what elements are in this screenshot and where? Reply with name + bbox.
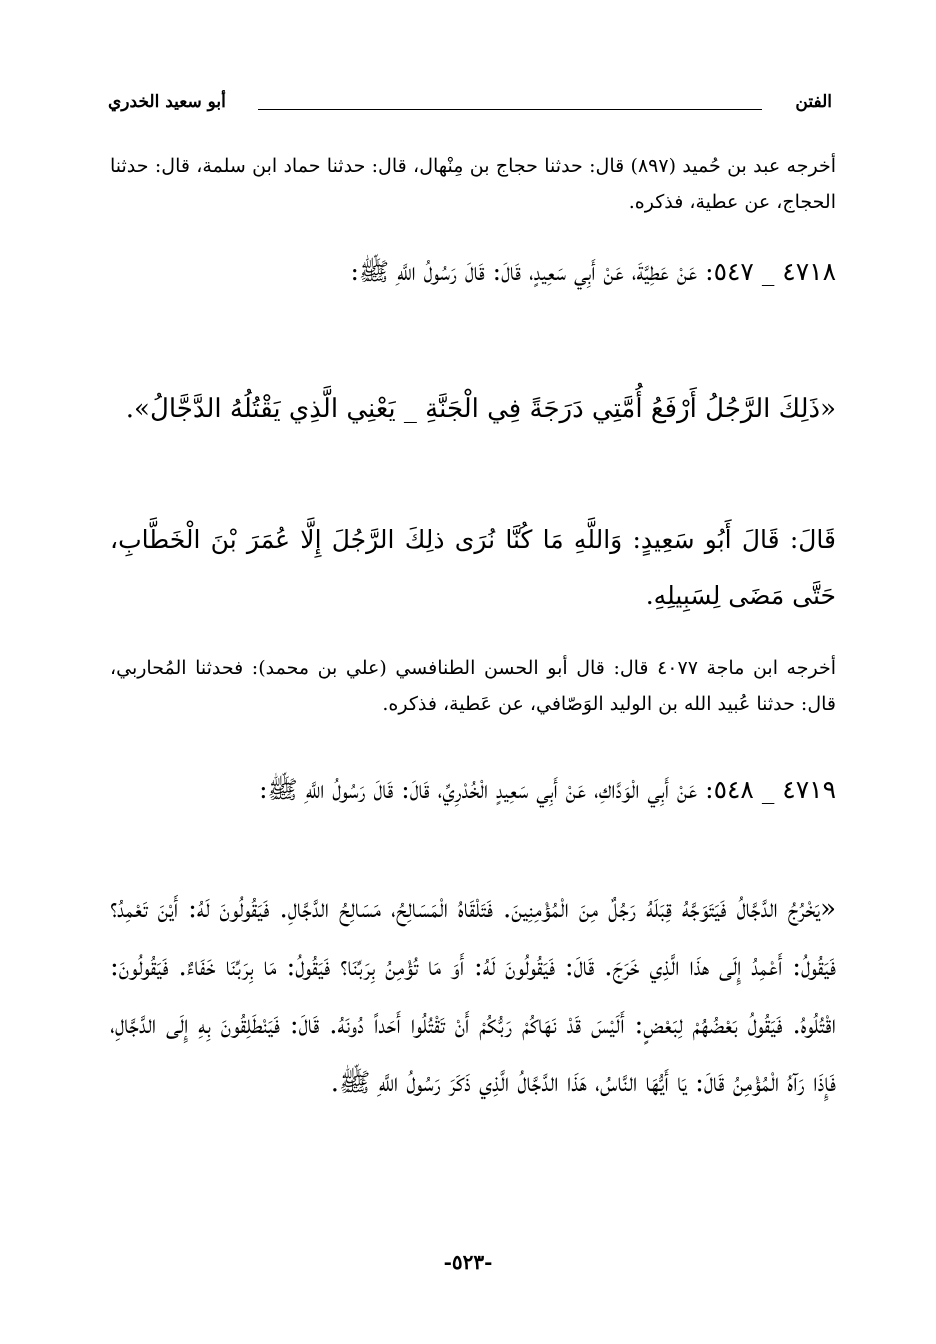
header-rule	[258, 109, 762, 110]
hadith-4718-comment: قَالَ: قَالَ أَبُو سَعِيدٍ: وَاللَّهِ مَا كُنَّا نُرَى ذلِكَ الرَّجُلَ إِلَّا عُمَرَ بْنَ الْخَطَّابِ، حَتَّى مَضَى لِسَبِيلِهِ.	[110, 525, 836, 610]
running-header	[108, 92, 832, 126]
hadith-4719-intro: ٤٧١٩ _ ٥٤٨: عَنْ أَبِي الْوَدَّاكِ، عَنْ أَبِي سَعِيدٍ الْخُدْرِيِّ، قَالَ: قَالَ رَسُولُ اللَّهِ ﷺ:	[259, 775, 836, 804]
page-number: -٥٢٣-	[443, 1250, 493, 1274]
header-narrator: أبو سعيد الخدري	[108, 92, 226, 112]
hadith-4718-text: «ذَلِكَ الرَّجُلُ أَرْفَعُ أُمَّتِي دَرَجَةً فِي الْجَنَّةِ _ يَعْنِي الَّذِي يَقْتُلُهُ الدَّجَّالُ».	[125, 394, 836, 424]
hadith-4719-text: «يَخْرُجُ الدَّجَّالُ فَيَتَوَجَّهُ قِبَلَهُ رَجُلٌ مِنَ الْمُؤْمِنِينَ. فَتَلْقَاهُ الْمَسَالِحُ، مَسَالِحُ الدَّجَّالِ. فَيَقُولُونَ لَهُ: أَيْنَ تَعْمِدُ؟ فَيَقُولُ: أَعْمِدُ إِلَى هذَا الَّذِي خَرَجَ. قَالَ: فَيَقُولُونَ لَهُ: أَوَ مَا تُؤْمِنُ بِرَبِّنَا؟ فَيَقُولُ: مَا بِرَبِّنَا خَفَاءٌ. فَيَقُولُونَ: اقْتُلُوهُ. فَيَقُولُ بَعْضُهُمْ لِبَعْضٍ: أَلَيْسَ قَدْ نَهَاكُمْ رَبُّكُمْ أَنْ تَقْتُلُوا أَحَداً دُونَهُ. قَالَ: فَيَنْطَلِقُونَ بِهِ إِلَى الدَّجَّالِ، فَإِذَا رَآهُ الْمُؤْمِنُ قَالَ: يَا أَيُّهَا النَّاسُ، هَذَا الدَّجَّالُ الَّذِي ذَكَرَ رَسُولُ اللَّهِ ﷺ.	[110, 894, 837, 1098]
source-note-2: أخرجه ابن ماجة ٤٠٧٧ قال: قال أبو الحسن الطنافسي (علي بن محمد): فحدثنا المُحاربي، قال: حدثنا عُبيد الله بن الوليد الوَصّافي، عن عَطية، فذكره.	[110, 657, 836, 715]
header-chapter: الفتن	[795, 92, 832, 112]
source-note-1: أخرجه عبد بن حُميد (٨٩٧) قال: حدثنا حجاج بن مِنْهال، قال: حدثنا حماد ابن سلمة، قال: حدثنا الحجاج، عن عطية، فذكره.	[110, 155, 836, 213]
hadith-4718-intro: ٤٧١٨ _ ٥٤٧: عَنْ عَطِيَّةَ، عَنْ أَبِي سَعِيدٍ، قَالَ: قَالَ رَسُولُ اللَّهِ ﷺ:	[350, 257, 836, 286]
